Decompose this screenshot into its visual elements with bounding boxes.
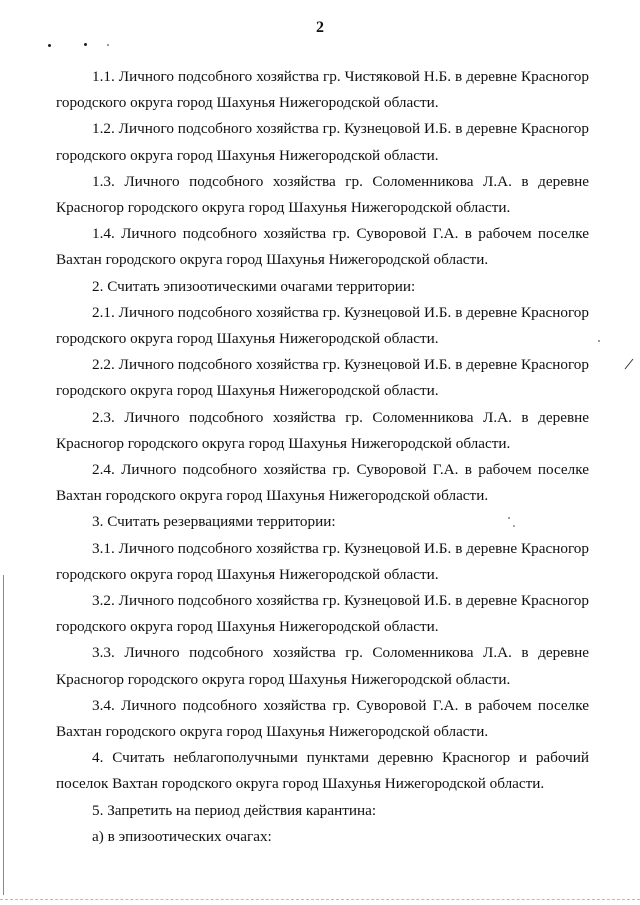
scan-dot-4 xyxy=(598,340,600,342)
paragraph-3: 3. Считать резервациями территории: xyxy=(92,513,336,531)
paragraph-1-2: 1.2. Личного подсобного хозяйства гр. Кузнецовой И.Б. в деревне Красногор городского округа город Шахунья Нижегородской области. xyxy=(56,120,589,164)
scan-dot-2 xyxy=(84,43,87,46)
paragraph-2-2: 2.2. Личного подсобного хозяйства гр. Кузнецовой И.Б. в деревне Красногор городского округа город Шахунья Нижегородской области. xyxy=(56,356,589,400)
paragraph-4: 4. Считать неблагополучными пунктами деревню Красногор и рабочий поселок Вахтан городского округа город Шахунья Нижегородской области. xyxy=(56,749,589,793)
paragraph-1-4: 1.4. Личного подсобного хозяйства гр. Суворовой Г.А. в рабочем поселке Вахтан городского округа город Шахунья Нижегородской области. xyxy=(56,225,589,269)
paragraph-1-3: 1.3. Личного подсобного хозяйства гр. Соломенникова Л.А. в деревне Красногор городского округа город Шахунья Нижегородской области. xyxy=(56,172,589,217)
scan-dot-5 xyxy=(508,517,510,519)
scan-left-edge xyxy=(3,575,4,895)
paragraph-2-1: 2.1. Личного подсобного хозяйства гр. Кузнецовой И.Б. в деревне Красногор городского округа город Шахунья Нижегородской области. xyxy=(56,303,589,348)
paragraph-3-3: 3.3. Личного подсобного хозяйства гр. Соломенникова Л.А. в деревне Красногор городского округа город Шахунья Нижегородской области. xyxy=(56,644,589,688)
paragraph-2-4: 2.4. Личного подсобного хозяйства гр. Суворовой Г.А. в рабочем поселке Вахтан городского округа город Шахунья Нижегородской области. xyxy=(56,461,589,505)
paragraph-3-2: 3.2. Личного подсобного хозяйства гр. Кузнецовой И.Б. в деревне Красногор городского округа город Шахунья Нижегородской области. xyxy=(56,592,589,636)
paragraph-5-a: а) в эпизоотических очагах: xyxy=(92,827,272,845)
scan-dot-6 xyxy=(513,525,515,527)
scan-bottom-edge xyxy=(0,899,640,901)
paragraph-1-1: 1.1. Личного подсобного хозяйства гр. Чистяковой Н.Б. в деревне Красногор городского округа город Шахунья Нижегородской области. xyxy=(56,68,589,112)
document-body xyxy=(56,64,589,850)
scan-tick-mark xyxy=(624,358,634,370)
scan-dot-1 xyxy=(48,44,51,47)
paragraph-3-1: 3.1. Личного подсобного хозяйства гр. Кузнецовой И.Б. в деревне Красногор городского округа город Шахунья Нижегородской области. xyxy=(56,539,589,583)
scan-dot-3 xyxy=(107,44,109,46)
paragraph-2: 2. Считать эпизоотическими очагами территории: xyxy=(92,277,416,295)
page-number: 2 xyxy=(316,19,324,36)
paragraph-5: 5. Запретить на период действия карантина: xyxy=(92,801,377,819)
paragraph-3-4: 3.4. Личного подсобного хозяйства гр. Суворовой Г.А. в рабочем поселке Вахтан городского округа город Шахунья Нижегородской области. xyxy=(56,696,589,741)
paragraph-2-3: 2.3. Личного подсобного хозяйства гр. Соломенникова Л.А. в деревне Красногор городского округа город Шахунья Нижегородской области. xyxy=(56,408,589,452)
